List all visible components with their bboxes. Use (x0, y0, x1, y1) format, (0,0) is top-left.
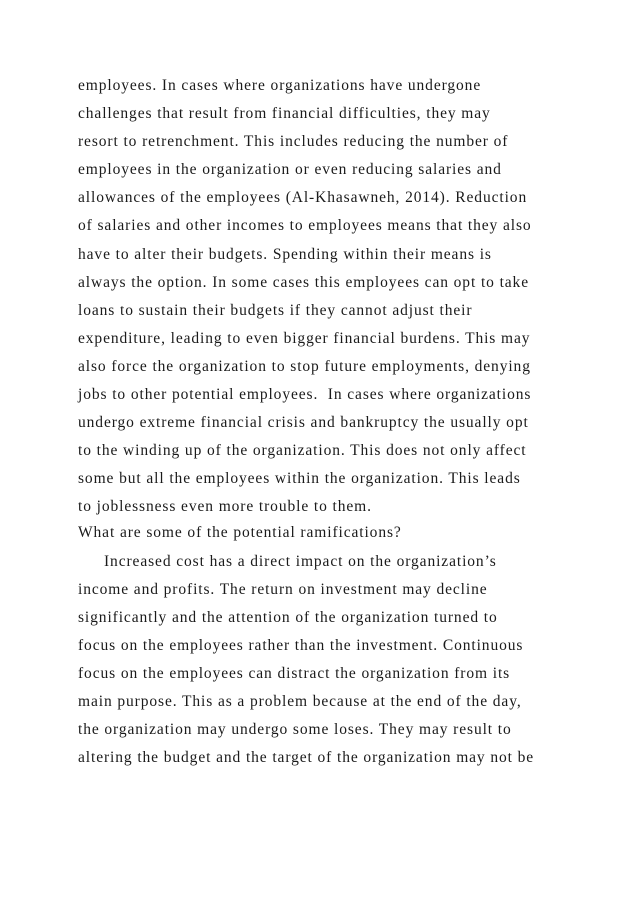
paragraph-line: to the winding up of the organization. This does not only affect (78, 442, 527, 460)
paragraph-line: have to alter their budgets. Spending within their means is (78, 245, 492, 263)
paragraph-line: income and profits. The return on investment may decline (78, 580, 488, 598)
paragraph-line: some but all the employees within the organization. This leads (78, 470, 521, 488)
paragraph-line: focus on the employees can distract the organization from its (78, 664, 511, 682)
paragraph-retrenchment (78, 72, 578, 522)
paragraph-line: employees in the organization or even reducing salaries and (78, 161, 502, 179)
document-body (78, 72, 578, 772)
paragraph-line: resort to retrenchment. This includes reducing the number of (78, 133, 509, 151)
paragraph-line: also force the organization to stop future employments, denying (78, 357, 531, 375)
paragraph-line: allowances of the employees (Al-Khasawneh, 2014). Reduction (78, 189, 528, 207)
paragraph-line: significantly and the attention of the organization turned to (78, 608, 498, 626)
paragraph-line: to joblessness even more trouble to them. (78, 498, 372, 516)
paragraph-line: undergo extreme financial crisis and bankruptcy the usually opt (78, 414, 529, 432)
paragraph-line: of salaries and other incomes to employees means that they also (78, 217, 532, 235)
paragraph-line: challenges that result from financial difficulties, they may (78, 105, 491, 123)
paragraph-ramifications (78, 548, 578, 773)
section-heading: What are some of the potential ramifications? (78, 523, 402, 541)
paragraph-line: jobs to other potential employees. In cases where organizations (78, 386, 532, 404)
paragraph-line: employees. In cases where organizations have undergone (78, 77, 482, 94)
paragraph-line: expenditure, leading to even bigger financial burdens. This may (78, 329, 531, 347)
paragraph-line: always the option. In some cases this employees can opt to take (78, 273, 529, 291)
paragraph-line: Increased cost has a direct impact on the organization’s (104, 552, 497, 570)
paragraph-line: altering the budget and the target of the organization may not be (78, 749, 535, 767)
paragraph-line: loans to sustain their budgets if they cannot adjust their (78, 301, 473, 319)
paragraph-line: main purpose. This as a problem because at the end of the day, (78, 692, 522, 710)
paragraph-line: the organization may undergo some loses. They may result to (78, 721, 512, 739)
paragraph-line: focus on the employees rather than the investment. Continuous (78, 636, 524, 654)
